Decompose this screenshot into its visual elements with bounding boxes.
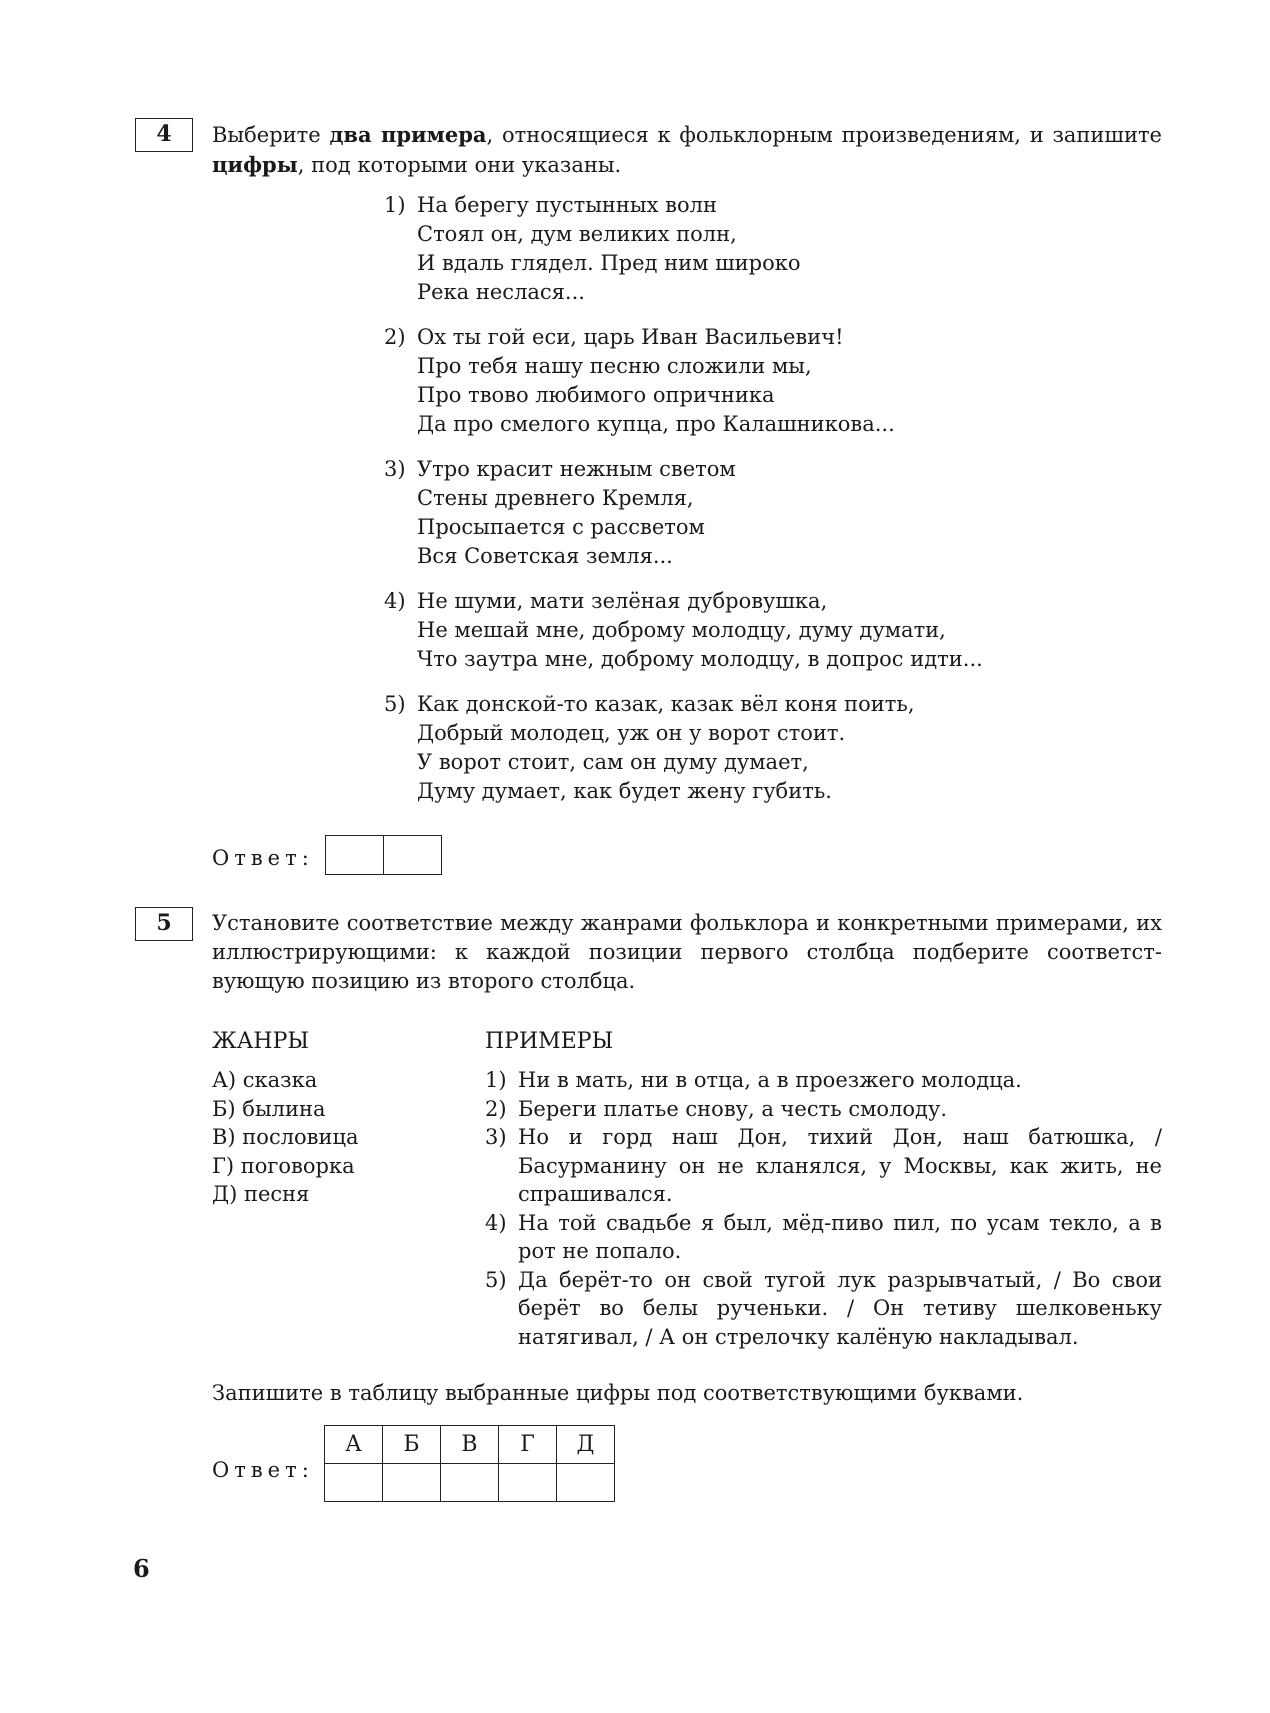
verse-line: На берегу пустынных волн [417,193,717,217]
examples-header: ПРИМЕРЫ [485,1029,614,1054]
verse-line: Вся Советская земля... [417,544,673,568]
example-item [485,1095,1162,1124]
answer-table-header: Д [557,1426,615,1464]
verse-line: Думу думает, как будет жену губить. [417,779,832,803]
example-item [485,1266,1162,1352]
answer-table-header: Б [383,1426,441,1464]
example-text: Да берёт-то он свой тугой лук разрывчатый, / Во свои берёт во белы рученьки. / Он тетиву шелковеньку натягивал, / А он стрелочку калёную накладывал. [518,1267,1162,1349]
example-number: 1) [485,1068,507,1092]
verse-line: Как донской-то казак, казак вёл коня поить, [417,692,915,716]
answer-cell[interactable] [557,1464,615,1502]
example-text: Береги платье снову, а честь смолоду. [518,1096,948,1121]
verse-line: Стены древнего Кремля, [417,486,694,510]
answer-label-q4: Ответ: [212,846,314,870]
option-number: 4) [384,589,406,613]
example-number: 4) [485,1210,507,1235]
page-number: 6 [133,1554,150,1583]
verse-line: Не шуми, мати зелёная дубровушка, [417,589,828,613]
genre-item: Д) песня [212,1182,310,1206]
verse-line: У ворот стоит, сам он думу думает, [417,750,809,774]
answer-table-header: В [441,1426,499,1464]
genre-item: Б) былина [212,1096,326,1121]
verse-line: Про твово любимого опричника [417,383,775,407]
genres-list [212,1066,359,1209]
examples-list [485,1066,1162,1351]
example-number: 2) [485,1096,507,1121]
example-item [485,1123,1162,1209]
stem-bold: два примера [329,122,487,147]
example-item [485,1066,1162,1095]
option-number: 1) [384,193,406,217]
verse-line: Река неслася... [417,280,585,304]
verse-line: Утро красит нежным светом [417,457,736,481]
verse-line: Просыпается с рассветом [417,515,705,539]
verse-line: Ох ты гой еси, царь Иван Васильевич! [417,325,844,349]
answer-boxes-q4 [325,835,442,875]
verse-line: Что заутра мне, доброму молодцу, в допрос идти... [417,647,983,671]
stem-text: , под которыми они указаны. [297,153,622,177]
genre-item: Г) поговорка [212,1153,355,1178]
answer-label-q5: Ответ: [212,1458,314,1482]
stem-text: Выберите [212,123,330,147]
verse-line: Да про смелого купца, про Калашникова... [417,412,895,436]
verse-line: Добрый молодец, уж он у ворот стоит. [417,721,846,745]
answer-cell[interactable] [499,1464,557,1502]
genre-item: А) сказка [212,1068,318,1092]
example-text: Но и горд наш Дон, тихий Дон, наш батюшка, / Басурманину он не кланялся, у Москвы, как жить, не спрашивался. [518,1125,1162,1206]
stem-text: , относящиеся к фольклорным произведениям, и запишите [486,123,1162,147]
answer-table-q5 [324,1425,615,1502]
question-4-number: 4 [135,118,193,152]
stem-bold: цифры [212,152,298,177]
example-number: 3) [485,1125,507,1149]
answer-table-header-row [325,1426,615,1464]
question-5-stem: Установите соответствие между жанрами фольклора и конкретными примерами, их иллюстрирующими: к каждой позиции первого столбца подберите соответст-вующую позицию из второго столбца. [212,911,1162,993]
example-text: Ни в мать, ни в отца, а в проезжего молодца. [518,1068,1022,1092]
answer-cell[interactable] [383,1464,441,1502]
example-number: 5) [485,1267,507,1292]
verse-line: Не мешай мне, доброму молодцу, думу думати, [417,618,946,642]
verse-line: Про тебя нашу песню сложили мы, [417,354,812,378]
genres-header: ЖАНРЫ [212,1029,310,1054]
answer-cell[interactable] [441,1464,499,1502]
verse-line: Стоял он, дум великих полн, [417,222,737,246]
answer-table-header: Г [499,1426,557,1464]
answer-cell[interactable] [326,836,384,874]
answer-cell[interactable] [325,1464,383,1502]
answer-table-input-row [325,1464,615,1502]
option-number: 2) [384,325,406,349]
genre-item: В) пословица [212,1125,359,1149]
example-item [485,1209,1162,1266]
question-4-stem [212,120,1162,180]
verse-line: И вдаль глядел. Пред ним широко [417,251,801,275]
option-number: 5) [384,692,406,716]
table-instruction: Запишите в таблицу выбранные цифры под соответствующими буквами. [212,1381,1024,1405]
answer-table-header: А [325,1426,383,1464]
question-5-number: 5 [135,907,193,941]
example-text: На той свадьбе я был, мёд-пиво пил, по усам текло, а в рот не попало. [518,1210,1162,1263]
option-number: 3) [384,457,406,481]
answer-cell[interactable] [384,836,441,874]
